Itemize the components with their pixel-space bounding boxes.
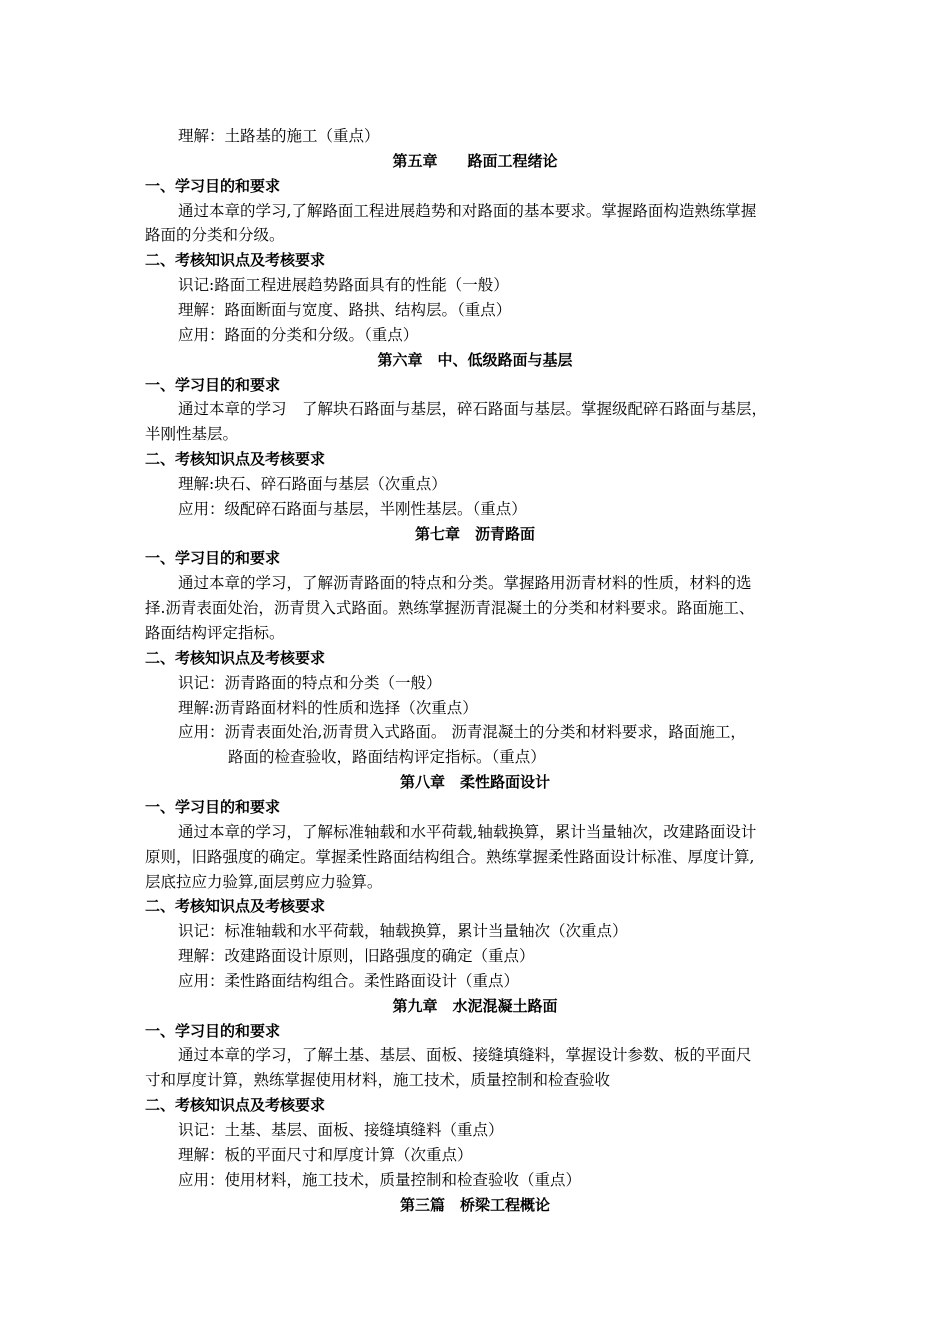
text-line: 原则，旧路强度的确定。掌握柔性路面结构组合。熟练掌握柔性路面设计标准、厚度计算,	[145, 847, 755, 866]
text-line: 应用：使用材料，施工技术，质量控制和检查验收（重点）	[178, 1170, 582, 1189]
text-line: 通过本章的学习，了解土基、基层、面板、接缝填缝料，掌握设计参数、板的平面尺	[178, 1046, 752, 1065]
text-line: 通过本章的学习 了解块石路面与基层，碎石路面与基层。掌握级配碎石路面与基层，	[178, 400, 768, 419]
section-heading: 一、学习目的和要求	[145, 549, 281, 568]
text-line: 识记：沥青路面的特点和分类（一般）	[178, 673, 442, 692]
text-line: 通过本章的学习,了解路面工程进展趋势和对路面的基本要求。掌握路面构造熟练掌握	[178, 201, 757, 220]
text-line: 半刚性基层。	[145, 425, 239, 444]
text-line: 理解:沥青路面材料的性质和选择（次重点）	[178, 698, 478, 717]
section-heading: 一、学习目的和要求	[145, 1021, 281, 1040]
text-line: 应用：柔性路面结构组合。柔性路面设计（重点）	[178, 971, 520, 990]
text-line: 理解：土路基的施工（重点）	[178, 127, 380, 145]
text-line: 应用：沥青表面处治,沥青贯入式路面。 沥青混凝土的分类和材料要求，路面施工，	[178, 723, 746, 742]
text-line: 理解：板的平面尺寸和厚度计算（次重点）	[178, 1145, 473, 1164]
text-line: 通过本章的学习，了解标准轴载和水平荷载,轴载换算，累计当量轴次，改建路面设计	[178, 822, 757, 841]
text-line: 应用：级配碎石路面与基层，半刚性基层。（重点）	[178, 499, 527, 518]
text-line: 识记:路面工程进展趋势路面具有的性能（一般）	[178, 276, 509, 295]
chapter-title: 第七章 沥青路面	[415, 524, 536, 543]
text-line: 理解:块石、碎石路面与基层（次重点）	[178, 474, 447, 493]
section-heading: 二、考核知识点及考核要求	[145, 1096, 326, 1115]
text-line: 择.沥青表面处治，沥青贯入式路面。熟练掌握沥青混凝土的分类和材料要求。路面施工、	[145, 599, 755, 618]
section-heading: 一、学习目的和要求	[145, 797, 281, 816]
text-line: 通过本章的学习，了解沥青路面的特点和分类。掌握路用沥青材料的性质，材料的选	[178, 574, 752, 593]
text-line: 理解：改建路面设计原则，旧路强度的确定（重点）	[178, 947, 535, 966]
text-line: 路面的检查验收，路面结构评定指标。（重点）	[228, 748, 546, 767]
section-heading: 一、学习目的和要求	[145, 176, 281, 195]
chapter-title: 第九章 水泥混凝土路面	[392, 996, 558, 1015]
section-heading: 二、考核知识点及考核要求	[145, 450, 326, 469]
text-line: 理解：路面断面与宽度、路拱、结构层。（重点）	[178, 300, 512, 319]
chapter-title: 第五章 路面工程绪论	[392, 151, 558, 170]
section-heading: 二、考核知识点及考核要求	[145, 897, 326, 916]
section-heading: 二、考核知识点及考核要求	[145, 648, 326, 667]
text-line: 层底拉应力验算,面层剪应力验算。	[145, 872, 383, 891]
text-line: 路面的分类和分级。	[145, 226, 285, 245]
section-heading: 一、学习目的和要求	[145, 375, 281, 394]
chapter-title: 第三篇 桥梁工程概论	[400, 1195, 551, 1214]
chapter-title: 第六章 中、低级路面与基层	[377, 350, 573, 369]
text-line: 寸和厚度计算，熟练掌握使用材料，施工技术，质量控制和检查验收	[145, 1071, 611, 1090]
section-heading: 二、考核知识点及考核要求	[145, 251, 326, 270]
chapter-title: 第八章 柔性路面设计	[400, 773, 551, 792]
text-line: 路面结构评定指标。	[145, 624, 285, 642]
text-line: 识记：标准轴载和水平荷载，轴载换算，累计当量轴次（次重点）	[178, 922, 628, 941]
text-line: 应用：路面的分类和分级。（重点）	[178, 325, 419, 344]
text-line: 识记：土基、基层、面板、接缝填缝料（重点）	[178, 1121, 504, 1139]
